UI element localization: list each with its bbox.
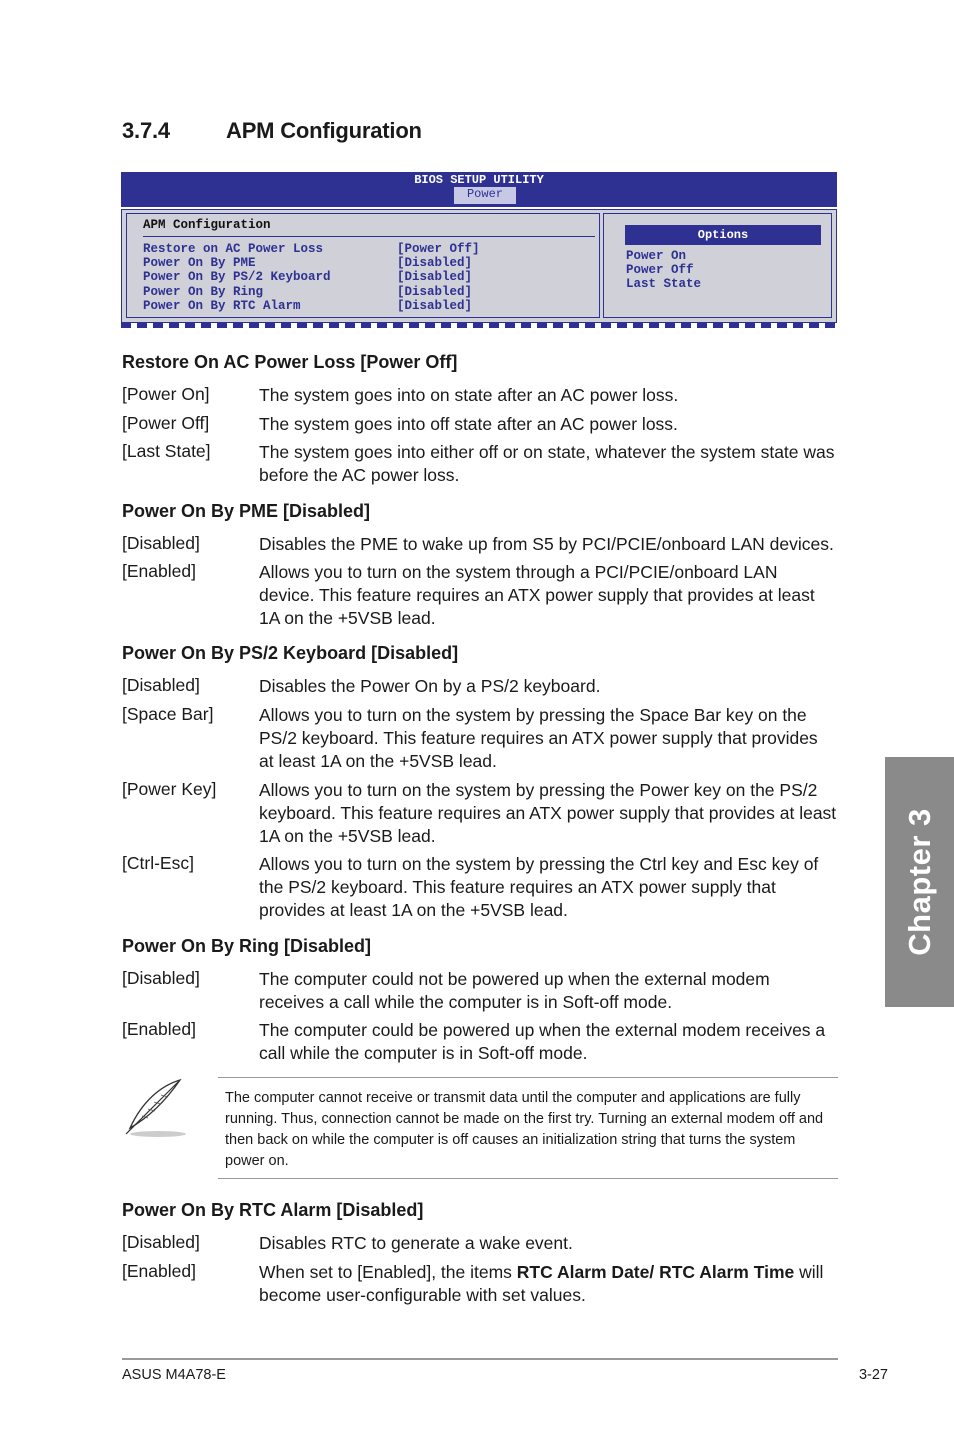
note-text: The computer cannot receive or transmit data until the computer and applications are fully running. Thus, connection cannot be made on the first try. Turning an external modem off and then back on while the computer is off causes an initialization string that turns the system power on. xyxy=(225,1090,824,1169)
bios-dashed-border xyxy=(121,323,837,328)
option-description: Allows you to turn on the system by pressing the Power key on the PS/2 keyboard. This feature requires an ATX power supply that provides at least 1A on the +5VSB lead. xyxy=(259,780,837,846)
desc-bold-text: RTC Alarm Date/ RTC Alarm Time xyxy=(516,1262,795,1282)
option-name: [Enabled] xyxy=(122,561,196,581)
option-power-on[interactable]: Power On xyxy=(626,249,687,263)
bios-title: BIOS SETUP UTILITY xyxy=(414,173,544,187)
footer-page-number: 3-27 xyxy=(858,1367,888,1383)
option-description: The computer could be powered up when the external modem receives a call while the computer is in Soft-off mode. xyxy=(259,1020,826,1063)
subheading-ring: Power On By Ring [Disabled] xyxy=(122,936,372,956)
desc-text: will become user-configurable with set values. xyxy=(259,1262,824,1305)
bios-row-value: [Disabled] xyxy=(397,270,473,284)
note-top-rule xyxy=(218,1077,838,1078)
bios-row-value: [Disabled] xyxy=(397,285,473,299)
option-name: [Power Off] xyxy=(122,413,210,433)
option-description xyxy=(259,1261,837,1307)
option-description: The system goes into off state after an AC power loss. xyxy=(259,414,678,434)
option-name: [Enabled] xyxy=(122,1019,196,1039)
option-name: [Disabled] xyxy=(122,1232,200,1252)
option-description: Allows you to turn on the system by pressing the Ctrl key and Esc key of the PS/2 keyboard. This feature requires an ATX power supply that provides at least 1A on the +5VSB lead. xyxy=(259,854,819,920)
bios-row-label: Restore on AC Power Loss xyxy=(143,242,324,256)
bios-screen xyxy=(121,172,837,329)
bios-body xyxy=(121,209,837,323)
option-description: Disables RTC to generate a wake event. xyxy=(259,1233,573,1253)
option-description: Disables the PME to wake up from S5 by PCI/PCIE/onboard LAN devices. xyxy=(259,534,834,554)
bios-section-title: APM Configuration xyxy=(143,218,271,232)
note-bottom-rule xyxy=(218,1178,838,1179)
footer-rule xyxy=(122,1358,838,1360)
bios-row-label: Power On By PS/2 Keyboard xyxy=(143,270,331,284)
bios-tab-power[interactable]: Power xyxy=(454,187,516,204)
bios-row-value: [Disabled] xyxy=(397,299,473,313)
chapter-tab xyxy=(885,757,954,1007)
bios-row-label: Power On By Ring xyxy=(143,285,264,299)
bios-row-rtc-alarm[interactable] xyxy=(143,299,473,313)
option-power-off[interactable]: Power Off xyxy=(626,263,694,277)
option-name: [Last State] xyxy=(122,441,211,461)
bios-row-label: Power On By RTC Alarm xyxy=(143,299,301,313)
bios-settings-panel xyxy=(126,213,600,318)
option-description: The computer could not be powered up when the external modem receives a call while the computer is in Soft-off mode. xyxy=(259,969,770,1012)
bios-row-value: [Power Off] xyxy=(397,242,480,256)
option-name: [Power Key] xyxy=(122,779,217,799)
section-heading xyxy=(122,118,422,144)
subheading-ps2-keyboard: Power On By PS/2 Keyboard [Disabled] xyxy=(122,643,459,663)
subheading-pme: Power On By PME [Disabled] xyxy=(122,501,371,521)
option-description: The system goes into on state after an AC power loss. xyxy=(259,385,679,405)
section-number: 3.7.4 xyxy=(122,118,170,143)
chapter-label: Chapter 3 xyxy=(901,808,937,956)
bios-row-restore-ac[interactable] xyxy=(143,242,480,256)
bios-row-pme[interactable] xyxy=(143,256,473,270)
option-last-state[interactable]: Last State xyxy=(626,277,702,291)
subheading-restore-ac: Restore On AC Power Loss [Power Off] xyxy=(122,352,458,372)
option-name: [Disabled] xyxy=(122,968,200,988)
section-title: APM Configuration xyxy=(226,118,422,143)
option-name: [Disabled] xyxy=(122,675,200,695)
bios-row-ps2-keyboard[interactable] xyxy=(143,270,473,284)
option-name: [Enabled] xyxy=(122,1261,196,1281)
bios-title-bar xyxy=(121,172,837,207)
subheading-rtc-alarm: Power On By RTC Alarm [Disabled] xyxy=(122,1200,424,1220)
option-name: [Space Bar] xyxy=(122,704,214,724)
bios-divider xyxy=(143,236,595,237)
options-header: Options xyxy=(625,225,821,245)
footer-product: ASUS M4A78-E xyxy=(122,1367,226,1383)
option-description: Disables the Power On by a PS/2 keyboard. xyxy=(259,676,601,696)
option-description: The system goes into either off or on state, whatever the system state was before the AC power loss. xyxy=(259,442,835,485)
option-name: [Power On] xyxy=(122,384,210,404)
bios-row-value: [Disabled] xyxy=(397,256,473,270)
bios-row-label: Power On By PME xyxy=(143,256,256,270)
option-description: Allows you to turn on the system by pressing the Space Bar key on the PS/2 keyboard. This feature requires an ATX power supply that provides at least 1A on the +5VSB lead. xyxy=(259,705,818,771)
bios-row-ring[interactable] xyxy=(143,285,473,299)
option-name: [Disabled] xyxy=(122,533,200,553)
note-feather-icon xyxy=(120,1076,190,1140)
option-description: Allows you to turn on the system through a PCI/PCIE/onboard LAN device. This feature requires an ATX power supply that provides at least 1A on the +5VSB lead. xyxy=(259,562,815,628)
desc-text: When set to [Enabled], the items xyxy=(259,1262,517,1282)
option-name: [Ctrl-Esc] xyxy=(122,853,194,873)
bios-options-panel xyxy=(603,213,832,318)
